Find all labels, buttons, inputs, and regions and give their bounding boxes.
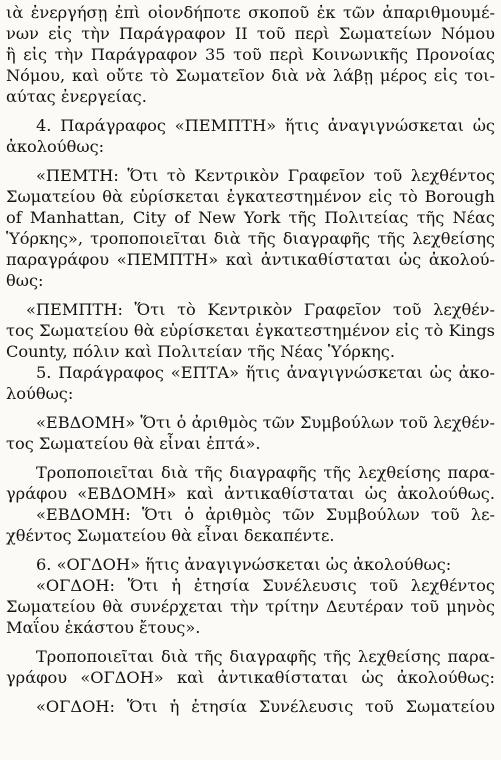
section-heading-6: 6. «ΟΓΔΟΗ» ἥτις ἀναγιγνώσκεται ὡς ἀκολούθως: xyxy=(36,555,452,574)
text-line: Νόμου, καὶ οὔτε τὸ Σωματεῖον διὰ νὰ λάβῃ μέρος εἰς τοι- xyxy=(6,66,495,85)
text-line: Τροποποιεῖται διὰ τῆς διαγραφῆς τῆς λεχθείσης παρα- xyxy=(36,463,495,482)
text-line: γράφου «ΕΒΔΟΜΗ» καὶ ἀντικαθίσταται ὡς ἀκολούθως. xyxy=(6,484,495,503)
text-line: «ΠΕΜΠΤΗ: Ὅτι τὸ Κεντρικὸν Γραφεῖον τοῦ λεχθέν- xyxy=(26,300,495,319)
text-line: θως: xyxy=(6,271,44,290)
text-line: «ΕΒΔΟΜΗ» Ὅτι ὁ ἀριθμὸς τῶν Συμβούλων τοῦ λεχθέν- xyxy=(36,413,495,432)
section-heading-4: 4. Παράγραφος «ΠΕΜΠΤΗ» ἥτις ἀναγιγνώσκεται ὡς xyxy=(36,116,495,135)
text-line: Ὑόρκης», τροποποιεῖται διὰ τῆς διαγραφῆς τῆς λεχθείσης xyxy=(6,229,495,248)
text-line: ἀκολούθως: xyxy=(6,137,105,156)
text-line: «ΟΓΔΟΗ: Ὅτι ἡ ἐτησία Συνέλευσις τοῦ Σωματείου xyxy=(36,697,495,716)
text-line: Μαΐου ἑκάστου ἔτους». xyxy=(6,618,201,637)
text-line: «ΟΓΔΟΗ: Ὅτι ἡ ἐτησία Συνέλευσις τοῦ λεχθέντος xyxy=(36,576,495,595)
text-line: ιὰ ἐνεργήσῃ ἐπὶ οἱονδήποτε σκοποῦ ἐκ τῶν ἀπαριθμουμέ- xyxy=(6,3,495,22)
text-line: of Manhattan, City of New York τῆς Πολιτείας τῆς Νέας xyxy=(6,208,495,227)
text-line: λούθως: xyxy=(6,384,74,403)
text-line: τος Σωματείου θὰ εὑρίσκεται ἐγκατεστημένον εἰς τὸ Kings xyxy=(6,321,495,340)
text-line: Τροποποιεῖται διὰ τῆς διαγραφῆς τῆς λεχθείσης παρα- xyxy=(36,647,495,666)
text-line: Σωματείου θὰ εὑρίσκεται ἐγκατεστημένον εἰς τὸ Borough xyxy=(6,187,495,206)
text-line: χθέντος Σωματείου θὰ εἶναι δεκαπέντε. xyxy=(6,526,335,545)
text-line: τος Σωματείου θὰ εἶναι ἑπτά». xyxy=(6,434,261,453)
text-line: «ΠΕΜΤΗ: Ὅτι τὸ Κεντρικὸν Γραφεῖον τοῦ λεχθέντος xyxy=(36,166,495,185)
text-line: County, πόλιν καὶ Πολιτείαν τῆς Νέας Ὑόρκης. xyxy=(6,342,395,361)
text-line: ἢ εἰς τὴν Παράγραφον 35 τοῦ περὶ Κοινωνικῆς Προνοίας xyxy=(6,45,495,64)
text-line: νων εἰς τὴν Παράγραφον II τοῦ περὶ Σωματείων Νόμου xyxy=(6,24,495,43)
text-line: Σωματείου θὰ συνέρχεται τὴν τρίτην Δευτέραν τοῦ μηνὸς xyxy=(6,597,495,616)
text-line: παραγράφου «ΠΕΜΠΤΗ» καὶ ἀντικαθίσταται ὡς ἀκολού- xyxy=(6,250,495,269)
text-line: «ΕΒΔΟΜΗ: Ὅτι ὁ ἀριθμὸς τῶν Συμβούλων τοῦ λε- xyxy=(36,505,495,524)
text-line: αύτας ἐνεργείας. xyxy=(6,87,147,106)
section-heading-5: 5. Παράγραφος «ΕΠΤΑ» ἥτις ἀναγιγνώσκεται ὡς ἀκο- xyxy=(36,363,495,382)
text-line: γράφου «ΟΓΔΟΗ» καὶ ἀντικαθίσταται ὡς ἀκολούθως: xyxy=(6,668,495,687)
